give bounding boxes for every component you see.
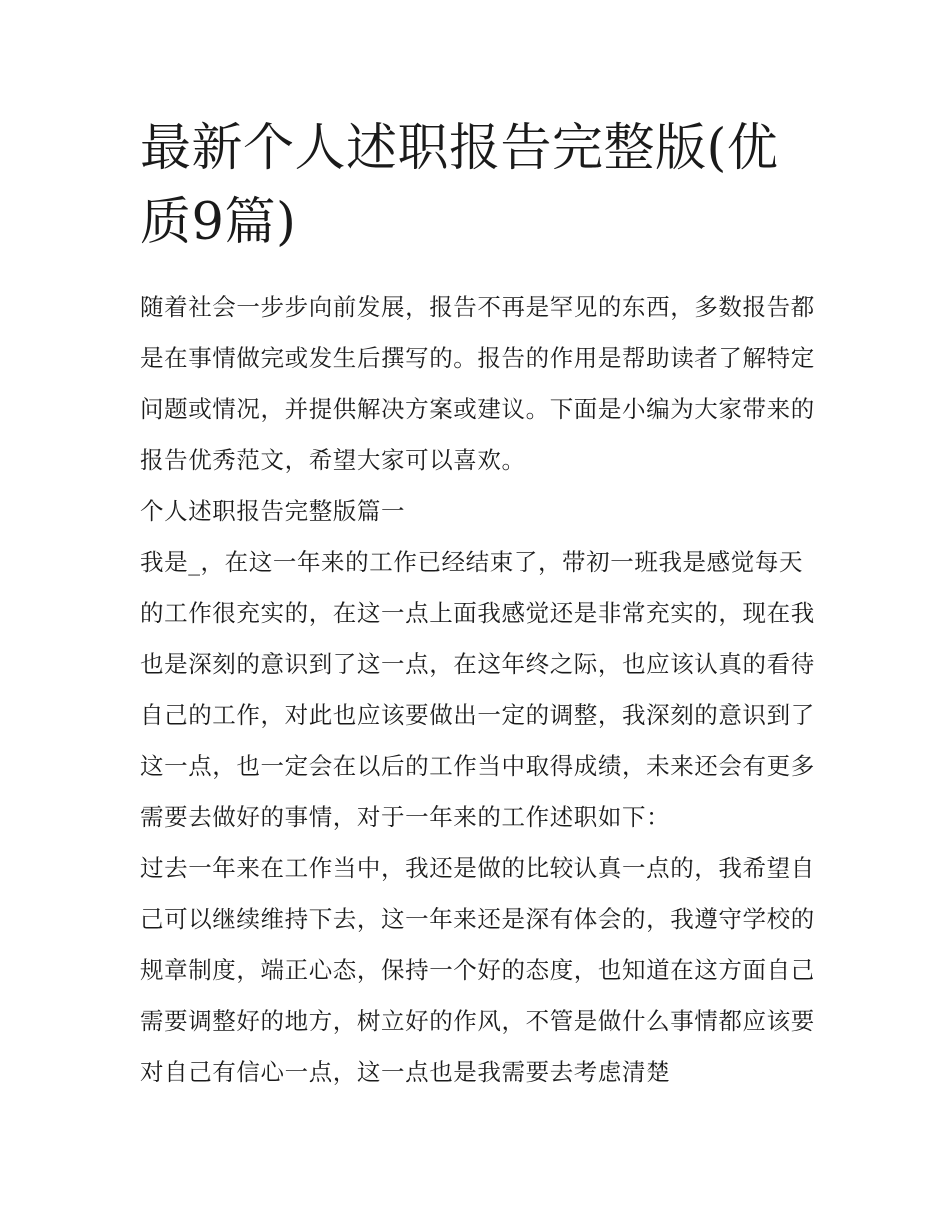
document-title: 最新个人述职报告完整版(优质9篇) (140, 119, 779, 252)
body-paragraph-2: 过去一年来在工作当中，我还是做的比较认真一点的，我希望自己可以继续维持下去，这一年来还是深有体会的，我遵守学校的规章制度，端正心态，保持一个好的态度，也知道在这方面自己需要调整好的地方，树立好的作风，不管是做什么事情都应该要对自己有信心一点，这一点也是我需要去考虑清楚 (140, 854, 815, 1086)
intro-paragraph: 随着社会一步步向前发展，报告不再是罕见的东西，多数报告都是在事情做完或发生后撰写的。报告的作用是帮助读者了解特定问题或情况，并提供解决方案或建议。下面是小编为大家带来的报告优秀范文，希望大家可以喜欢。 (140, 293, 815, 474)
body-paragraph-1: 我是_，在这一年来的工作已经结束了，带初一班我是感觉每天的工作很充实的，在这一点上面我感觉还是非常充实的，现在我也是深刻的意识到了这一点，在这年终之际，也应该认真的看待自己的工作，对此也应该要做出一定的调整，我深刻的意识到了这一点，也一定会在以后的工作当中取得成绩，未来还会有更多需要去做好的事情，对于一年来的工作述职如下： (140, 548, 815, 831)
document-page (140, 112, 816, 1098)
section-heading: 个人述职报告完整版篇一 (140, 497, 406, 525)
document-body (140, 282, 816, 1098)
